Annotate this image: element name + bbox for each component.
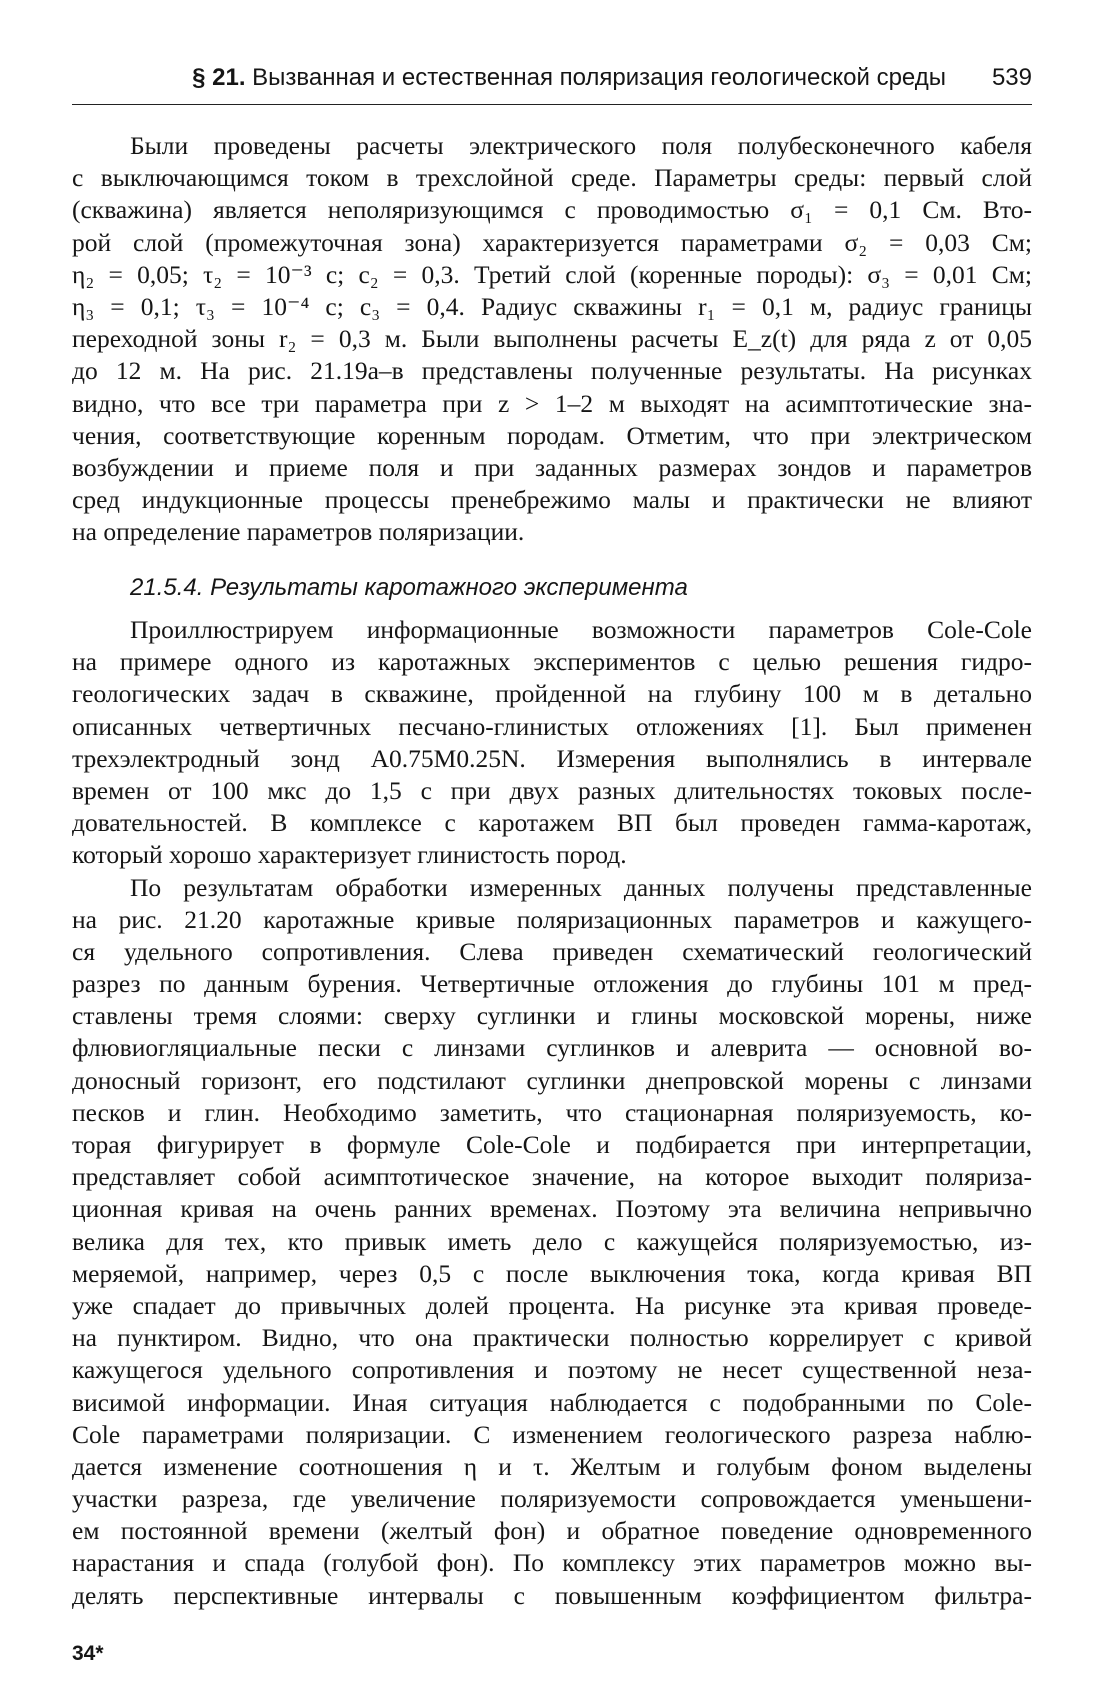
text-line: с выключающимся током в трехслойной среде. Параметры среды: первый слой xyxy=(72,163,1032,193)
text-line: разрез по данным бурения. Четвертичные отложения до глубины 101 м пред- xyxy=(72,969,1032,999)
text-line: возбуждении и приеме поля и при заданных размерах зондов и параметров xyxy=(72,452,1032,482)
text-line: висимой информации. Иная ситуация наблюдается с подобранными по Cole- xyxy=(72,1387,1032,1417)
text-line: нарастания и спада (голубой фон). По комплексу этих параметров можно вы- xyxy=(72,1548,1032,1578)
text-line: до 12 м. На рис. 21.19а–в представлены полученные результаты. На рисунках xyxy=(72,356,1032,386)
text-line: торая фигурирует в формуле Cole-Cole и подбирается при интерпретации, xyxy=(72,1130,1032,1159)
text-line: уже спадает до привычных долей процента. На рисунке эта кривая проведе- xyxy=(72,1290,1032,1320)
text-line: сред индукционные процессы пренебрежимо малы и практически не влияют xyxy=(72,485,1032,515)
text-line: на рис. 21.20 каротажные кривые поляризационных параметров и кажущего- xyxy=(72,904,1032,934)
text-line: кажущегося удельного сопротивления и поэтому не несет существенной неза- xyxy=(72,1355,1032,1385)
text-line: видно, что все три параметра при z > 1–2 м выходят на асимптотические зна- xyxy=(72,388,1032,418)
text-line: участки разреза, где увеличение поляризуемости сопровождается уменьшени- xyxy=(72,1484,1032,1514)
running-header xyxy=(72,58,1032,105)
subsection-heading: 21.5.4. Результаты каротажного эксперимента xyxy=(130,574,688,601)
header-title xyxy=(192,64,946,92)
text-line: песков и глин. Необходимо заметить, что стационарная поляризуемость, ко- xyxy=(72,1097,1032,1127)
text-line: делять перспективные интервалы с повышенным коэффициентом фильтра- xyxy=(72,1580,1032,1610)
text-line: меряемой, например, через 0,5 с после выключения тока, когда кривая ВП xyxy=(72,1258,1032,1288)
text-line: на пунктиром. Видно, что она практически полностью коррелирует с кривой xyxy=(72,1323,1032,1353)
text-line: η₃ = 0,1; τ₃ = 10⁻⁴ с; c₃ = 0,4. Радиус скважины r₁ = 0,1 м, радиус границы xyxy=(72,291,1032,321)
text-line: чения, соответствующие коренным породам. Отметим, что при электрическом xyxy=(72,420,1032,450)
text-line: который хорошо характеризует глинистость пород. xyxy=(72,840,627,870)
text-line: представляет собой асимптотическое значение, на которое выходит поляриза- xyxy=(72,1162,1032,1192)
paragraph-calculation xyxy=(72,130,1032,548)
text-line: переходной зоны r₂ = 0,3 м. Были выполнены расчеты E_z(t) для ряда z от 0,05 xyxy=(72,324,1032,354)
text-line: ем постоянной времени (желтый фон) и обратное поведение одновременного xyxy=(72,1516,1032,1546)
signature-mark: 34* xyxy=(72,1642,104,1665)
text-line: дается изменение соотношения η и τ. Желтым и голубым фоном выделены xyxy=(72,1451,1032,1481)
text-line: трехэлектродный зонд A0.75M0.25N. Измерения выполнялись в интервале xyxy=(72,743,1032,773)
text-line: времен от 100 мкс до 1,5 с при двух разных длительностях токовых после- xyxy=(72,775,1032,805)
paragraph-results xyxy=(72,872,1032,1612)
text-line: ся удельного сопротивления. Слева приведен схематический геологический xyxy=(72,936,1032,966)
section-body xyxy=(72,614,1032,1612)
text-line: на примере одного из каротажных экспериментов с целью решения гидро- xyxy=(72,647,1032,677)
paragraph-cole-cole xyxy=(72,614,1032,872)
text-line: довательностей. В комплексе с каротажем ВП был проведен гамма-каротаж, xyxy=(72,808,1032,838)
text-line: флювиогляциальные пески с линзами суглинков и алеврита — основной во- xyxy=(72,1033,1032,1063)
text-line: Cole параметрами поляризации. С изменением геологического разреза наблю- xyxy=(72,1419,1032,1449)
text-line: рой слой (промежуточная зона) характеризуется параметрами σ₂ = 0,03 См; xyxy=(72,227,1032,257)
text-line: велика для тех, кто привык иметь дело с кажущейся поляризуемостью, из- xyxy=(72,1226,1032,1256)
chapter-title: Вызванная и естественная поляризация геологической среды xyxy=(252,64,946,91)
section-number: § 21. xyxy=(192,64,246,91)
text-line: По результатам обработки измеренных данных получены представленные xyxy=(130,872,1032,902)
text-line: на определение параметров поляризации. xyxy=(72,517,525,547)
text-line: ставлены тремя слоями: сверху суглинки и глины московской морены, ниже xyxy=(72,1001,1032,1031)
text-line: η₂ = 0,05; τ₂ = 10⁻³ с; c₂ = 0,3. Третий слой (коренные породы): σ₃ = 0,01 См; xyxy=(72,259,1032,289)
page-number: 539 xyxy=(991,64,1032,91)
text-line: Проиллюстрируем информационные возможности параметров Cole-Cole xyxy=(130,615,1032,644)
text-line: описанных четвертичных песчано-глинистых отложениях [1]. Был применен xyxy=(72,711,1032,741)
text-line: Были проведены расчеты электрического поля полубесконечного кабеля xyxy=(130,131,1032,160)
text-line: доносный горизонт, его подстилают суглинки днепровской морены с линзами xyxy=(72,1065,1032,1095)
text-line: (скважина) является неполяризующимся с проводимостью σ₁ = 0,1 См. Вто- xyxy=(72,195,1032,225)
text-line: ционная кривая на очень ранних временах. Поэтому эта величина непривычно xyxy=(72,1194,1032,1224)
text-line: геологических задач в скважине, пройденной на глубину 100 м в детально xyxy=(72,679,1032,709)
